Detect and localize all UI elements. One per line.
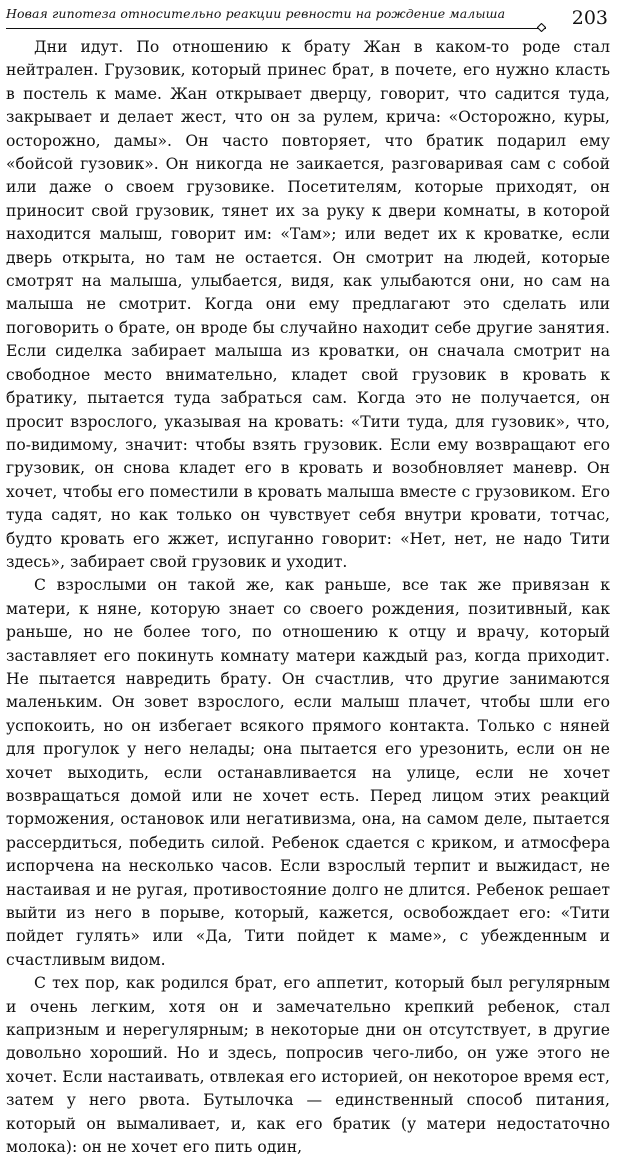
body-text [6, 36, 610, 1160]
paragraph-1: Дни идут. По отношению к брату Жан в каком-то роде стал нейтрален. Грузовик, который принес брат, в почете, его нужно класть в постель к маме. Жан открывает дверцу, говорит, что садится туда, закрывает и делает жест, что он за рулем, крича: «Осторожно, куры, осторожно, дамы». Он часто повторяет, что братик подарил ему «бойсой гузовик». Он никогда не заикается, разговаривая сам с собой или даже о своем грузовике. Посетителям, которые приходят, он приносит свой грузовик, тянет их за руку к двери комнаты, в которой находится малыш, говорит им: «Там»; или ведет их к кроватке, если дверь открыта, но там не остается. Он смотрит на людей, которые смотрят на малыша, улыбается, видя, как улыбаются они, но сам на малыша не смотрит. Когда они ему предлагают это сделать или поговорить о брате, он вроде бы случайно находит себе другие занятия. Если сиделка забирает малыша из кроватки, он сначала смотрит на свободное место внимательно, кладет свой грузовик в кровать к братику, пытается туда забраться сам. Когда это не получается, он просит взрослого, указывая на кровать: «Тити туда, для гузовик», что, по-видимому, значит: чтобы взять грузовик. Если ему возвращают его грузовик, он снова кладет его в кровать и возобновляет маневр. Он хочет, чтобы его поместили в кровать малыша вместе с грузовиком. Его туда садят, но как только он чувствует себя внутри кровати, тотчас, будто кровать его жжет, испуганно говорит: «Нет, нет, не надо Тити здесь», забирает свой грузовик и уходит. [6, 38, 610, 571]
header-rule [6, 28, 546, 29]
running-title: Новая гипотеза относительно реакции ревности на рождение малыша [6, 6, 506, 21]
page-number: 203 [571, 7, 608, 29]
page-header [6, 4, 610, 32]
paragraph-2: С взрослыми он такой же, как раньше, все так же привязан к матери, к няне, которую знает со своего рождения, позитивный, как раньше, но не более того, по отношению к отцу и врачу, который заставляет его покинуть комнату матери каждый раз, когда приходит. Не пытается навредить брату. Он счастлив, что другие занимаются маленьким. Он зовет взрослого, если малыш плачет, чтобы шли его успокоить, но он избегает всякого прямого контакта. Только с няней для прогулок у него нелады; она пытается его урезонить, если он не хочет выходить, если останавливается на улице, если не хочет возвращаться домой или не хочет есть. Перед лицом этих реакций торможения, остановок или негативизма, она, на самом деле, пытается рассердиться, победить силой. Ребенок сдается с криком, и атмосфера испорчена на несколько часов. Если взрослый терпит и выжидаст, не настаивая и не ругая, противостояние долго не длится. Ребенок решает выйти из него в порыве, который, кажется, освобождает его: «Тити пойдет гулять» или «Да, Тити пойдет к маме», с убежденным и счастливым видом. [6, 576, 610, 969]
paragraph-3: С тех пор, как родился брат, его аппетит, который был регулярным и очень легким, хотя он и замечательно крепкий ребенок, стал капризным и нерегулярным; в некоторые дни он отсутствует, в другие довольно хороший. Но и здесь, попросив чего-либо, он уже этого не хочет. Если настаивать, отвлекая его историей, он некоторое время ест, затем у него рвота. Бутылочка — единственный способ питания, который он вымаливает, и, как его братик (у матери недостаточно молока): он не хочет его пить один, [6, 974, 610, 1157]
diamond-ornament-icon [537, 23, 546, 32]
